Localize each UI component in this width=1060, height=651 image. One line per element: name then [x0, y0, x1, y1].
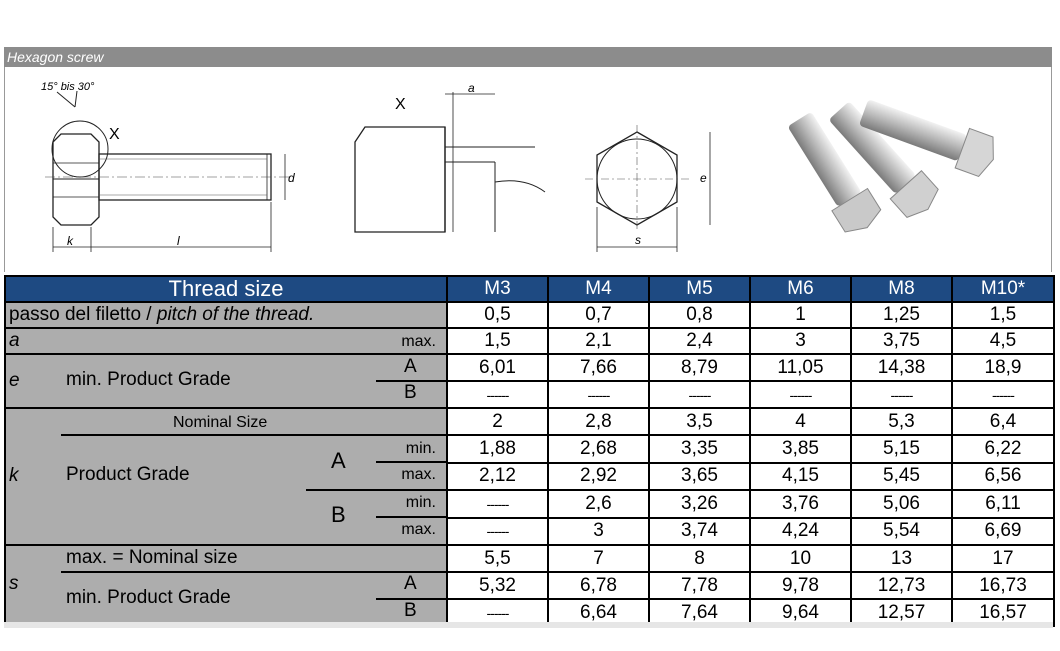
dim-d-label: d — [288, 171, 295, 185]
pitch-label — [5, 302, 447, 328]
table-cell: 0,7 — [548, 302, 649, 328]
table-cell: 9,64 — [750, 599, 851, 626]
table-cell: 7,78 — [649, 572, 750, 599]
detail-x-title: X — [395, 96, 406, 113]
table-cell: ------ — [447, 490, 548, 517]
table-cell: 1,88 — [447, 435, 548, 462]
size-header: M6 — [750, 276, 851, 302]
table-cell: 9,78 — [750, 572, 851, 599]
table-cell: 11,05 — [750, 354, 851, 381]
table-cell: 7,66 — [548, 354, 649, 381]
hex-screws-photo — [765, 92, 1025, 262]
table-cell: 10 — [750, 545, 851, 572]
k-grade-a: A — [331, 448, 346, 473]
s-min-label: min. Product Grade — [66, 587, 231, 608]
table-cell: 6,11 — [952, 490, 1054, 517]
pitch-label-english: pitch of the thread. — [156, 304, 315, 325]
table-cell: 1,25 — [851, 302, 952, 328]
header-row — [5, 276, 1054, 302]
bottom-edge — [4, 622, 1053, 628]
dim-a-label: a — [468, 82, 475, 95]
table-cell: 1,5 — [952, 302, 1054, 328]
pitch-label-italian: passo del filetto / — [9, 304, 157, 325]
thread-size-header: Thread size — [5, 276, 447, 302]
table-cell: 2,12 — [447, 463, 548, 490]
detail-x-label: X — [109, 126, 120, 143]
dim-s-label: s — [635, 233, 641, 247]
s-label-cell — [5, 545, 447, 626]
table-cell: 2 — [447, 408, 548, 435]
table-cell: 3,26 — [649, 490, 750, 517]
k-b-max-label: max. — [401, 521, 436, 538]
table-cell: 3,74 — [649, 518, 750, 545]
angle-label: 15° bis 30° — [41, 81, 95, 93]
table-cell: 3 — [548, 518, 649, 545]
e-grade-b: B — [404, 382, 417, 403]
s-symbol: s — [9, 573, 19, 594]
table-cell: 5,54 — [851, 518, 952, 545]
table-cell: 6,01 — [447, 354, 548, 381]
table-cell: 1,5 — [447, 328, 548, 354]
detail-x-drawing — [335, 82, 555, 262]
table-cell: 3,76 — [750, 490, 851, 517]
table-cell: 4,5 — [952, 328, 1054, 354]
dim-l-label: l — [177, 234, 180, 248]
e-grade-a: A — [404, 356, 417, 377]
k-label-cell — [5, 408, 447, 545]
table-cell: 6,4 — [952, 408, 1054, 435]
table-cell: 2,4 — [649, 328, 750, 354]
table-cell: 4,15 — [750, 463, 851, 490]
table-cell: 6,56 — [952, 463, 1054, 490]
table-cell: 2,1 — [548, 328, 649, 354]
table-cell: ------ — [851, 381, 952, 408]
table-cell: 6,69 — [952, 518, 1054, 545]
table-cell: 17 — [952, 545, 1054, 572]
k-product-grade-label: Product Grade — [66, 464, 190, 485]
table-cell: 2,68 — [548, 435, 649, 462]
table-cell: 0,5 — [447, 302, 548, 328]
hexagon-top-view-drawing — [580, 87, 740, 267]
dim-e-label: e — [700, 171, 707, 185]
a-symbol: a — [9, 330, 20, 351]
table-cell: 5,32 — [447, 572, 548, 599]
page-title: Hexagon screw — [4, 47, 1052, 67]
s-max-row — [5, 545, 1054, 572]
screw-side-view-drawing — [5, 67, 305, 267]
e-label-cell — [5, 354, 447, 408]
table-cell: 3,65 — [649, 463, 750, 490]
k-symbol: k — [9, 465, 19, 486]
table-cell: 14,38 — [851, 354, 952, 381]
table-cell: 16,57 — [952, 599, 1054, 626]
table-cell: 3,35 — [649, 435, 750, 462]
table-cell: 7,64 — [649, 599, 750, 626]
table-cell: 6,64 — [548, 599, 649, 626]
technical-drawing-panel — [4, 67, 1052, 272]
table-cell: 6,22 — [952, 435, 1054, 462]
a-max-qualifier: max. — [401, 333, 436, 350]
table-cell: 2,6 — [548, 490, 649, 517]
table-cell: 0,8 — [649, 302, 750, 328]
table-cell: 5,45 — [851, 463, 952, 490]
k-a-min-label: min. — [405, 440, 436, 457]
table-cell: 4 — [750, 408, 851, 435]
k-grade-b: B — [331, 502, 346, 527]
k-b-min-label: min. — [405, 494, 436, 511]
e-min-a-row — [5, 354, 1054, 381]
table-cell: 3,5 — [649, 408, 750, 435]
e-grade-label: min. Product Grade — [66, 369, 231, 390]
k-nominal-row — [5, 408, 1054, 435]
table-cell: 16,73 — [952, 572, 1054, 599]
table-cell: 5,5 — [447, 545, 548, 572]
table-cell: ------ — [548, 381, 649, 408]
table-cell: 18,9 — [952, 354, 1054, 381]
k-a-max-label: max. — [401, 466, 436, 483]
table-cell: ------ — [447, 599, 548, 626]
table-cell: 5,06 — [851, 490, 952, 517]
table-cell: ------ — [952, 381, 1054, 408]
table-cell: 1 — [750, 302, 851, 328]
table-cell: 3,85 — [750, 435, 851, 462]
s-grade-b: B — [404, 600, 417, 621]
table-cell: 7 — [548, 545, 649, 572]
table-cell: 6,78 — [548, 572, 649, 599]
a-max-row — [5, 328, 1054, 354]
table-cell: 8 — [649, 545, 750, 572]
table-cell: ------ — [750, 381, 851, 408]
table-cell: 3,75 — [851, 328, 952, 354]
table-cell: 8,79 — [649, 354, 750, 381]
table-cell: ------ — [649, 381, 750, 408]
thread-spec-table — [4, 275, 1055, 627]
size-header: M3 — [447, 276, 548, 302]
table-cell: 5,15 — [851, 435, 952, 462]
table-cell: 12,57 — [851, 599, 952, 626]
size-header: M5 — [649, 276, 750, 302]
table-cell: 13 — [851, 545, 952, 572]
table-cell: 2,8 — [548, 408, 649, 435]
table-cell: ------ — [447, 381, 548, 408]
e-symbol: e — [9, 370, 20, 391]
dim-k-label: k — [67, 234, 73, 248]
table-cell: 5,3 — [851, 408, 952, 435]
pitch-row — [5, 302, 1054, 328]
size-header: M8 — [851, 276, 952, 302]
table-cell: ------ — [447, 518, 548, 545]
size-header: M10* — [952, 276, 1054, 302]
s-grade-a: A — [404, 573, 417, 594]
size-header: M4 — [548, 276, 649, 302]
s-max-label: max. = Nominal size — [66, 547, 238, 568]
table-cell: 3 — [750, 328, 851, 354]
table-cell: 4,24 — [750, 518, 851, 545]
k-nominal-label: Nominal Size — [173, 414, 268, 431]
table-cell: 12,73 — [851, 572, 952, 599]
table-cell: 2,92 — [548, 463, 649, 490]
a-label-cell — [5, 328, 447, 354]
